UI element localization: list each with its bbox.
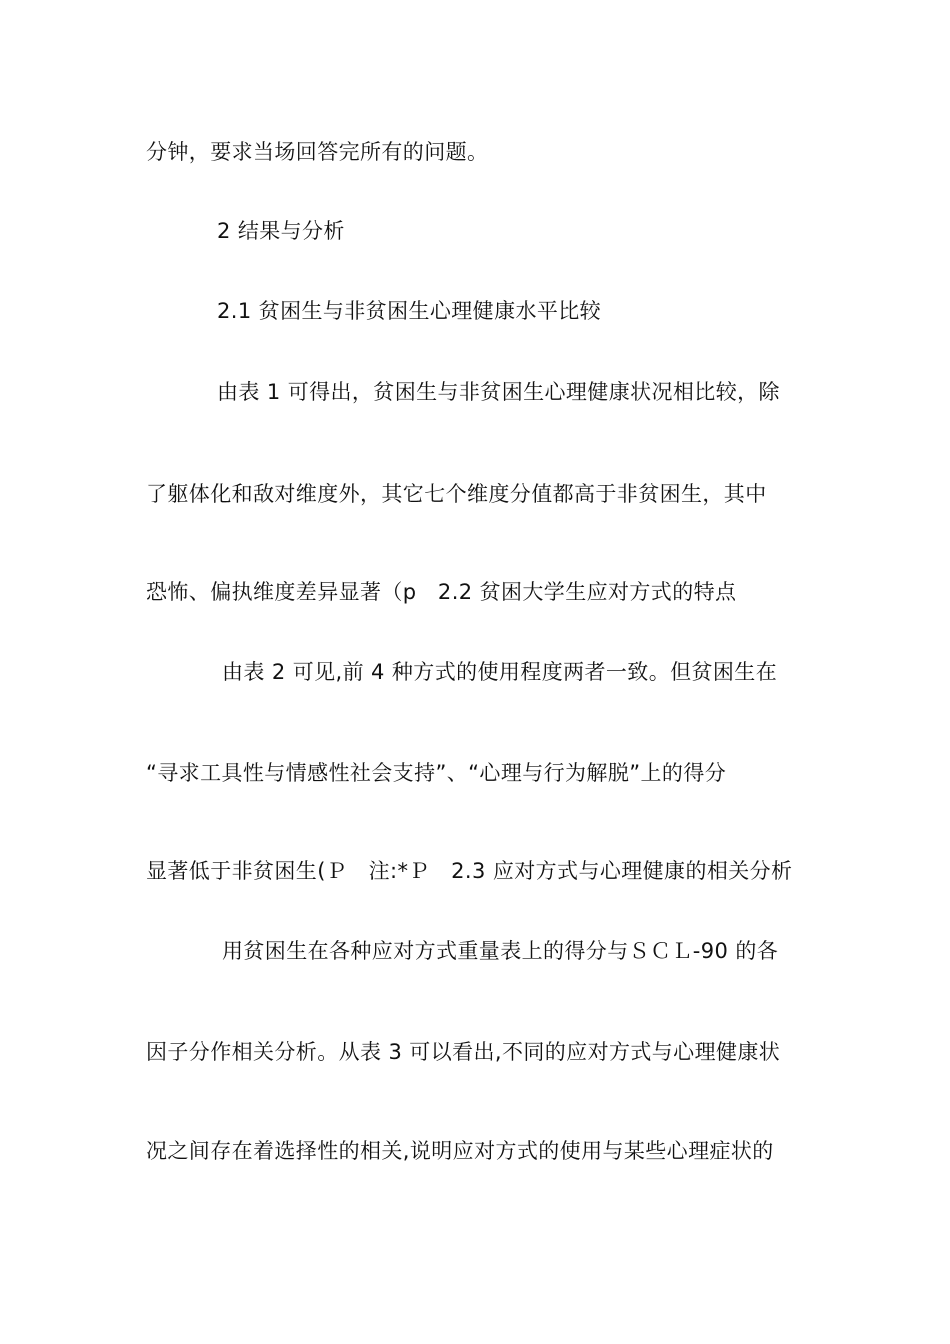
paragraph-line: “寻求工具性与情感性社会支持”、“心理与行为解脱”上的得分: [146, 761, 727, 785]
paragraph-line: 用贫困生在各种应对方式重量表上的得分与ＳＣＬ-90 的各: [222, 939, 779, 963]
paragraph-line: 分钟，要求当场回答完所有的问题。: [146, 140, 489, 164]
paragraph-line: 因子分作相关分析。从表 3 可以看出,不同的应对方式与心理健康状: [146, 1040, 781, 1064]
paragraph-line: 由表 2 可见,前 4 种方式的使用程度两者一致。但贫困生在: [222, 660, 778, 684]
paragraph-line: 恐怖、偏执维度差异显著（p 2.2 贫困大学生应对方式的特点: [146, 580, 737, 604]
subsection-heading: 2.1 贫困生与非贫困生心理健康水平比较: [217, 299, 602, 323]
paragraph-line: 显著低于非贫困生(Ｐ 注:*Ｐ 2.3 应对方式与心理健康的相关分析: [146, 859, 793, 883]
section-heading: 2 结果与分析: [217, 219, 345, 243]
paragraph-line: 况之间存在着选择性的相关,说明应对方式的使用与某些心理症状的: [146, 1139, 774, 1163]
paragraph-line: 由表 1 可得出，贫困生与非贫困生心理健康状况相比较，除: [217, 380, 780, 404]
paragraph-line: 了躯体化和敌对维度外，其它七个维度分值都高于非贫困生，其中: [146, 482, 767, 506]
